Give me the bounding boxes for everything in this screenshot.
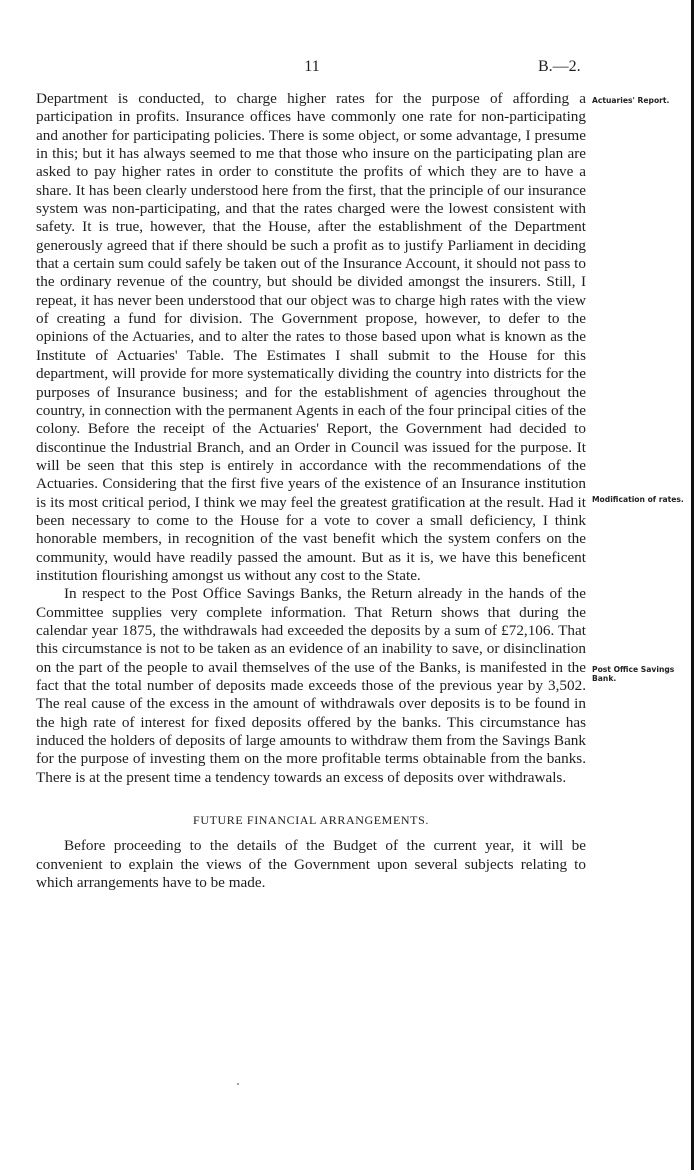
- paragraph-budget-intro: Before proceeding to the details of the Budget of the current year, it will be convenient to explain the views of the Government upon several subjects relating to which arrangements have to be made.: [36, 837, 586, 892]
- document-reference: B.—2.: [538, 58, 581, 75]
- margin-note-post-office-savings-bank: Post Office Savings Bank.: [592, 665, 675, 683]
- section-heading: FUTURE FINANCIAL ARRANGEMENTS.: [193, 813, 429, 828]
- page-number: 11: [304, 58, 320, 75]
- page-edge-rule: [691, 0, 694, 1170]
- paragraph-insurance: Department is conducted, to charge higher rates for the purpose of affording a participation in profits. Insurance offices have commonly one rate for non-participating and another for participating policies. There is some object, or some advantage, I presume in this; but it has always seemed to me that those who insure on the participating plan are asked to pay higher rates in order to constitute the profits of which they are to have a share. It has been clearly understood here from the first, that the principle of our insurance system was non-participating, and that the rates charged were the lowest consistent with safety. It is true, however, that the House, after the establishment of the Department generously agreed that if there should be such a profit as to justify Parliament in deciding that a certain sum could safely be taken out of the Insurance Account, it should not pass to the ordinary revenue of the country, but should be divided amongst the insurers. Still, I repeat, it has never been understood that our object was to charge high rates with the view of creating a fund for division. The Government propose, however, to defer to the opinions of the Actuaries, and to alter the rates to those based upon what is known as the Institute of Actuaries' Table. The Estimates I shall submit to the House for this department, will provide for more systematically dividing the country into districts for the purposes of Insurance business; and for the establishment of agencies throughout the country, in connection with the permanent Agents in each of the four principal cities of the colony. Before the receipt of the Actuaries' Report, the Government had decided to discontinue the Industrial Branch, and an Order in Council was issued for the purpose. It will be seen that this step is entirely in accordance with the recommendations of the Actuaries. Considering that the first five years of the existence of an Insurance institution is its most critical period, I think we may feel the greatest gratification at the result. Had it been necessary to come to the House for a vote to cover a small deficiency, I think honorable members, in recognition of the vast benefit which the system confers on the community, would have readily passed the amount. But as it is, we have this beneficent institution flourishing amongst us without any cost to the State.: [36, 90, 586, 584]
- margin-note-modification-of-rates: Modification of rates.: [592, 495, 684, 504]
- margin-note-actuaries-report: Actuaries' Report.: [592, 96, 670, 105]
- body-text: [36, 90, 586, 892]
- paragraph-savings-banks: In respect to the Post Office Savings Banks, the Return already in the hands of the Committee supplies very complete information. That Return shows that during the calendar year 1875, the withdrawals had exceeded the deposits by a sum of £72,106. That this circumstance is not to be taken as an evidence of an inability to save, or disinclination on the part of the people to avail themselves of the use of the Banks, is manifested in the fact that the total number of deposits made exceeds those of the previous year by 3,502. The real cause of the excess in the amount of withdrawals over deposits is to be found in the high rate of interest for fixed deposits offered by the banks. This circumstance has induced the holders of deposits of large amounts to withdraw them from the Savings Bank for the purpose of investing them on the more profitable terms obtainable from the banks. There is at the present time a tendency towards an excess of deposits over withdrawals.: [36, 585, 586, 786]
- print-speck: [237, 1083, 239, 1085]
